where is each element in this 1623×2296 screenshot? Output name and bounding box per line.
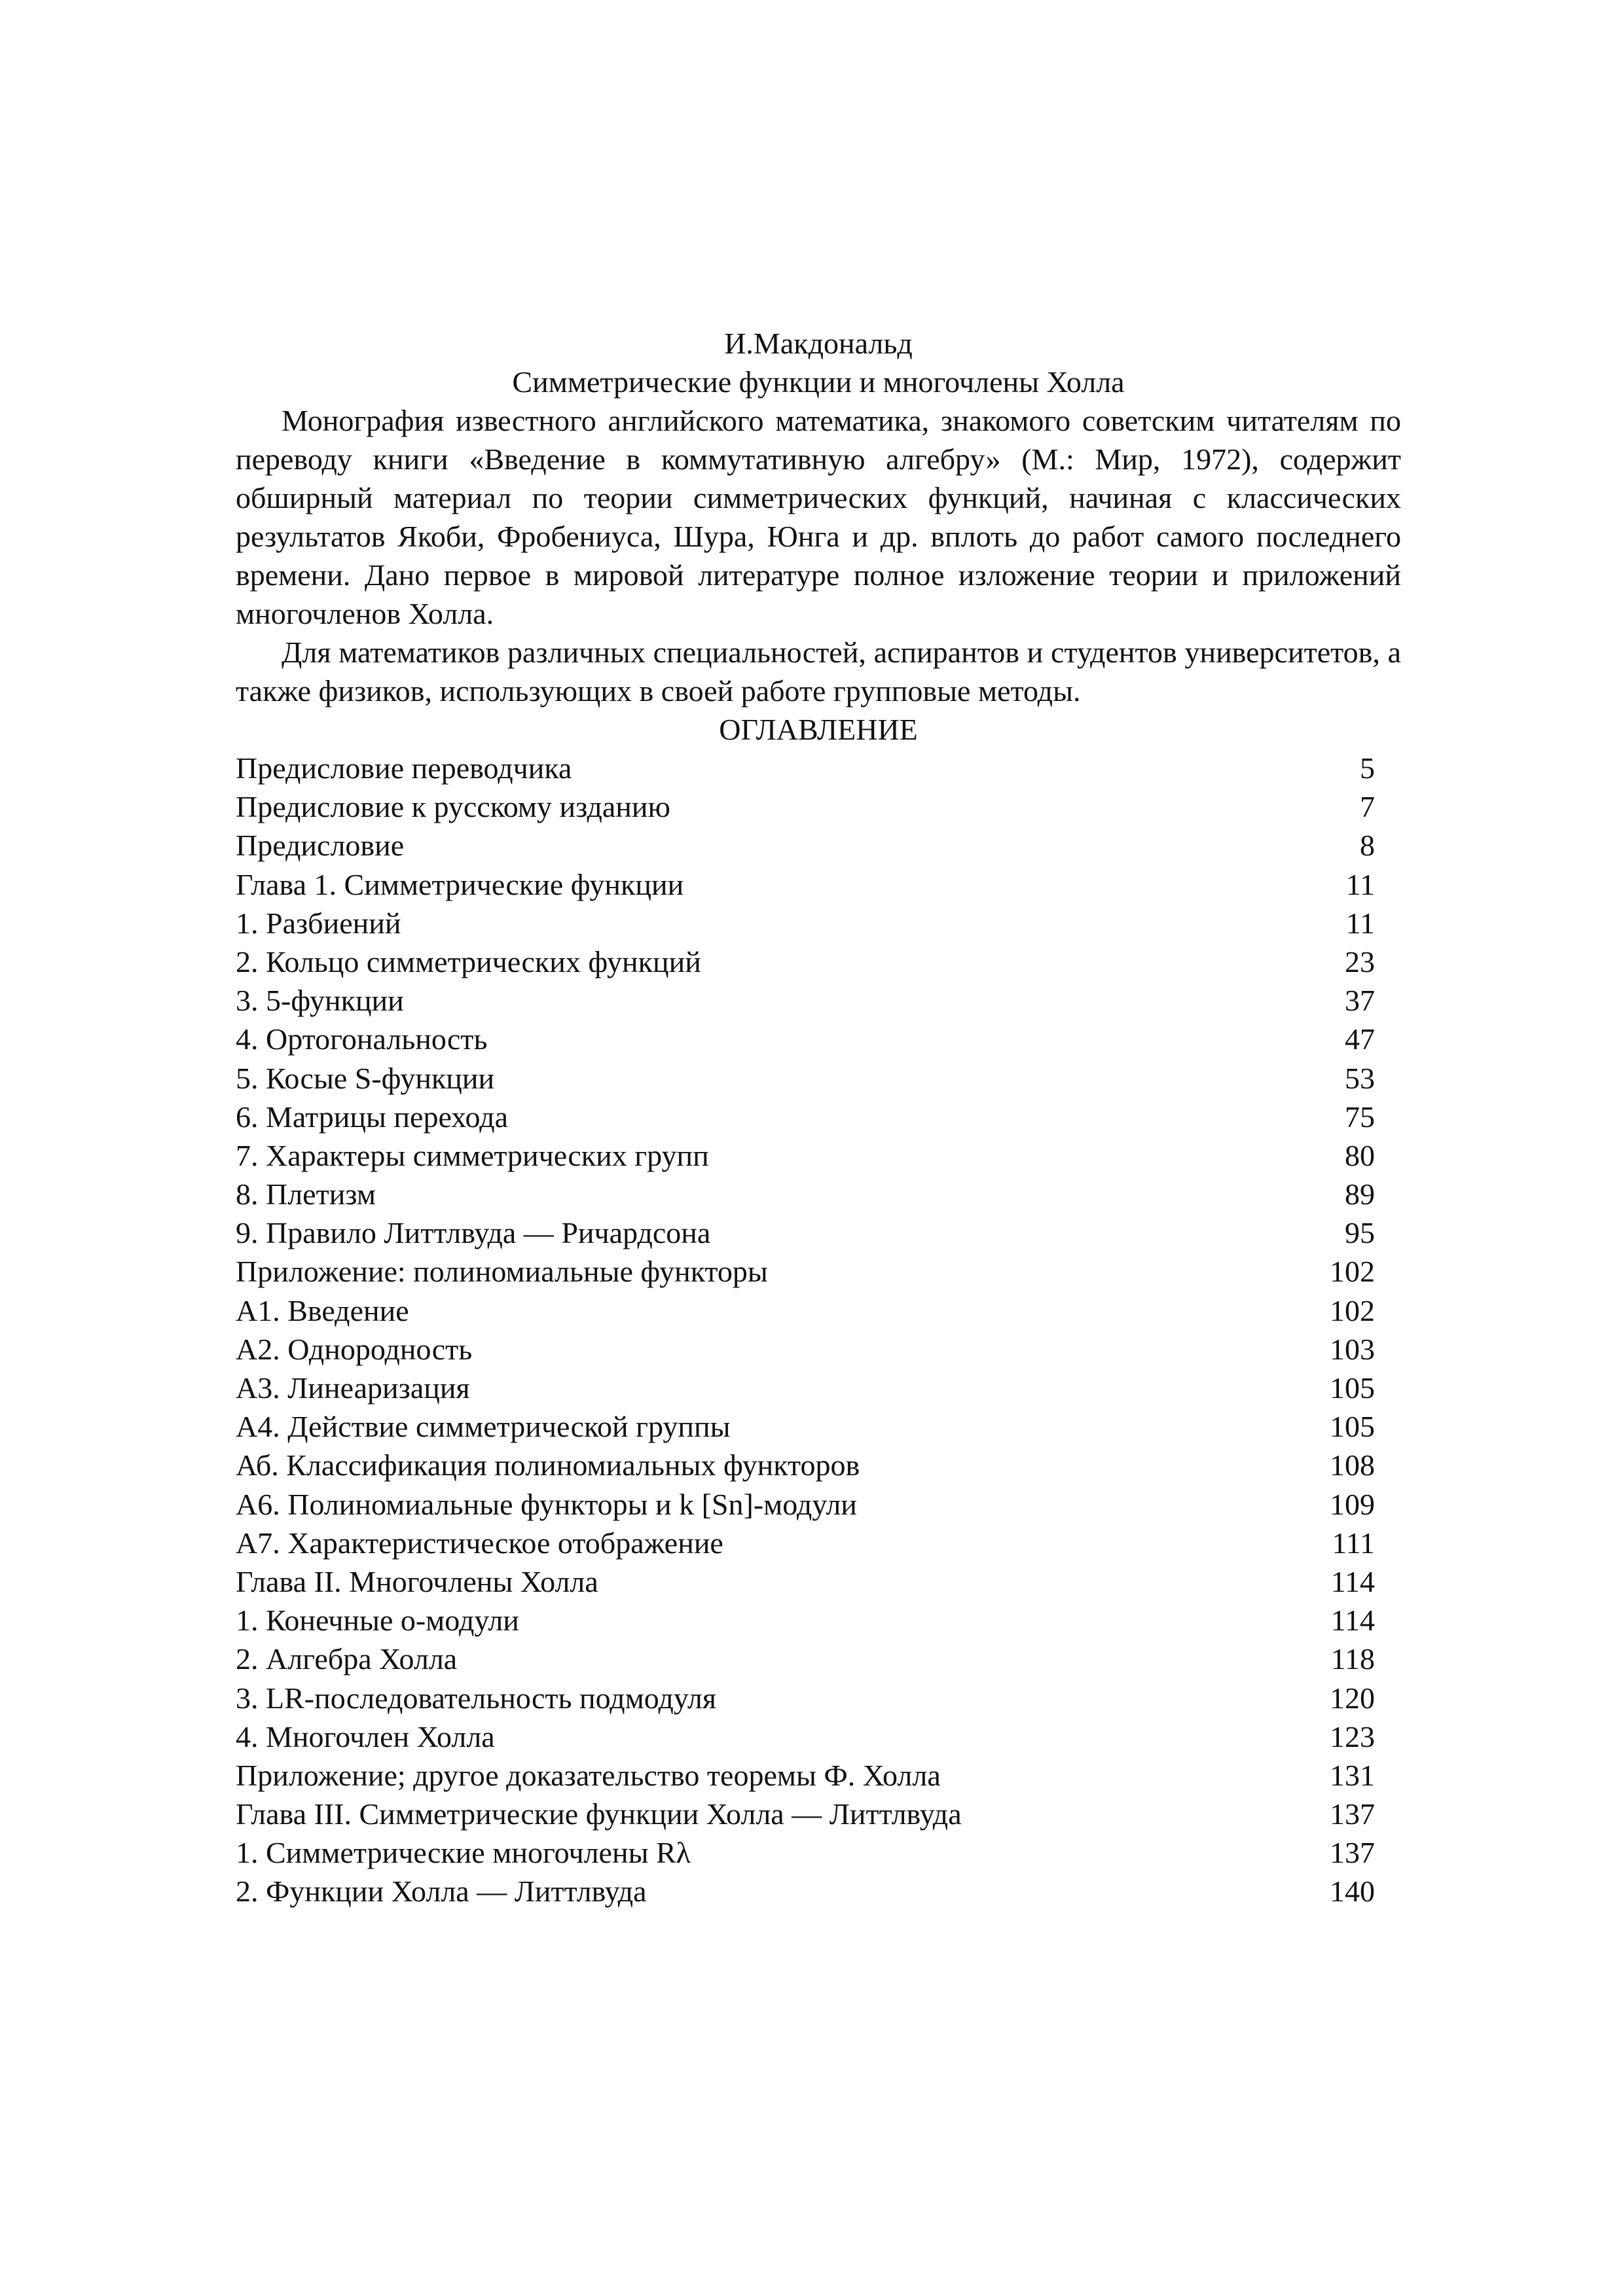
toc-entry-page: 137 — [1330, 1836, 1375, 1870]
toc-entry-title: 8. Плетизм — [236, 1177, 376, 1211]
toc-entry — [236, 981, 1401, 1020]
toc-entry-title: 3. LR-последовательность подмодуля — [236, 1681, 716, 1715]
toc-entry-title: Приложение; другое доказательство теоремы Ф. Холла — [236, 1758, 941, 1792]
toc-entry-title: 1. Разбиений — [236, 906, 401, 940]
document-page — [236, 324, 1401, 1911]
toc-entry-title: 2. Кольцо симметрических функций — [236, 944, 701, 978]
toc-entry-title: 4. Многочлен Холла — [236, 1719, 495, 1753]
toc-entry — [236, 1407, 1401, 1446]
toc-entry-page: 131 — [1330, 1758, 1375, 1792]
author-name: И.Макдональд — [724, 327, 913, 360]
book-title: Симметрические функции и многочлены Холла — [512, 365, 1125, 399]
toc-entry-title: 1. Симметрические многочлены Rλ — [236, 1836, 691, 1870]
toc-entry — [236, 1524, 1401, 1562]
toc-entry-page: 89 — [1345, 1177, 1375, 1211]
toc-entry-page: 8 — [1360, 829, 1375, 863]
toc-entry — [236, 1485, 1401, 1524]
toc-entry-page: 11 — [1345, 867, 1375, 901]
toc-entry — [236, 1291, 1401, 1330]
toc-entry-title: А7. Характеристическое отображение — [236, 1526, 723, 1560]
toc-entry-page: 111 — [1332, 1526, 1375, 1560]
annotation-paragraph-1: Монография известного английского математика, знакомого советским читателям по переводу книги «Введение в коммутативную алгебру» (М.: Мир, 1972), содержит обширный материал по теории симметрических функций, начиная с классических результатов Якоби, Фробениуса, Шура, Юнга и др. вплоть до работ самого последнего времени. Дано первое в мировой литературе полное изложение теории и приложений многочленов Холла. — [236, 404, 1401, 630]
toc-entry-page: 80 — [1345, 1138, 1375, 1172]
toc-entry-page: 75 — [1345, 1100, 1375, 1134]
toc-entry — [236, 1098, 1401, 1136]
toc-entry-title: 4. Ортогональность — [236, 1022, 488, 1056]
toc-entry-title: 3. 5-функции — [236, 984, 404, 1018]
toc-entry — [236, 1640, 1401, 1678]
toc-entry-title: 2. Алгебра Холла — [236, 1642, 458, 1676]
toc-entry — [236, 1756, 1401, 1795]
toc-entry-page: 11 — [1345, 906, 1375, 940]
toc-entry-page: 123 — [1330, 1719, 1375, 1753]
toc-entry — [236, 1136, 1401, 1175]
toc-entry — [236, 1252, 1401, 1291]
toc-entry — [236, 1717, 1401, 1756]
toc-entry-page: 5 — [1360, 751, 1375, 785]
toc-entry — [236, 904, 1401, 942]
toc-entry-page: 114 — [1330, 1564, 1375, 1598]
toc-entry-title: Предисловие к русскому изданию — [236, 790, 670, 824]
toc-entry-title: 2. Функции Холла — Литтлвуда — [236, 1874, 647, 1909]
toc-entry-page: 114 — [1330, 1604, 1375, 1638]
toc-entry-page: 102 — [1330, 1293, 1375, 1327]
toc-entry — [236, 1020, 1401, 1058]
toc-entry-page: 108 — [1330, 1448, 1375, 1482]
toc-entry-page: 120 — [1330, 1681, 1375, 1715]
toc-entry — [236, 826, 1401, 865]
toc-entry — [236, 942, 1401, 981]
toc-entry-title: 5. Косые S-функции — [236, 1061, 495, 1095]
toc-entry-title: Глава III. Симметрические функции Холла — Литтлвуда — [236, 1797, 962, 1831]
toc-entry-title: Аб. Классификация полиномиальных функторов — [236, 1448, 860, 1482]
toc-entry — [236, 1601, 1401, 1640]
table-of-contents — [236, 749, 1401, 1911]
toc-entry-title: Приложение: полиномиальные функторы — [236, 1255, 768, 1289]
toc-entry-page: 137 — [1330, 1797, 1375, 1831]
toc-entry-page: 47 — [1345, 1022, 1375, 1056]
annotation-paragraph-2: Для математиков различных специальностей, аспирантов и студентов университетов, а также физиков, использующих в своей работе групповые методы. — [236, 636, 1401, 708]
toc-entry — [236, 1175, 1401, 1213]
toc-entry-page: 23 — [1345, 944, 1375, 978]
toc-entry — [236, 1872, 1401, 1910]
toc-entry-page: 103 — [1330, 1332, 1375, 1366]
toc-entry-title: 7. Характеры симметрических групп — [236, 1138, 709, 1172]
toc-entry-title: А1. Введение — [236, 1293, 409, 1327]
toc-entry — [236, 1833, 1401, 1872]
toc-entry-page: 118 — [1330, 1642, 1375, 1676]
toc-entry-title: 6. Матрицы перехода — [236, 1100, 509, 1134]
toc-entry-title: Предисловие — [236, 829, 405, 863]
toc-entry-page: 140 — [1330, 1874, 1375, 1909]
toc-entry — [236, 787, 1401, 826]
toc-entry — [236, 1369, 1401, 1407]
toc-entry — [236, 749, 1401, 787]
toc-heading: ОГЛАВЛЕНИЕ — [719, 713, 918, 746]
toc-entry — [236, 1795, 1401, 1833]
toc-entry-page: 37 — [1345, 984, 1375, 1018]
toc-entry — [236, 1059, 1401, 1098]
toc-entry-title: Глава 1. Симметрические функции — [236, 867, 684, 901]
toc-entry-title: А6. Полиномиальные функторы и k [Sn]-модули — [236, 1487, 857, 1521]
toc-entry-title: Глава II. Многочлены Холла — [236, 1564, 598, 1598]
toc-entry-page: 7 — [1360, 790, 1375, 824]
toc-entry-title: А2. Однородность — [236, 1332, 473, 1366]
toc-entry-page: 109 — [1330, 1487, 1375, 1521]
toc-entry-title: Предисловие переводчика — [236, 751, 572, 785]
toc-entry — [236, 1562, 1401, 1601]
toc-entry-page: 102 — [1330, 1255, 1375, 1289]
toc-entry — [236, 1679, 1401, 1717]
toc-entry-title: 1. Конечные o-модули — [236, 1604, 519, 1638]
toc-entry-page: 105 — [1330, 1371, 1375, 1405]
toc-entry — [236, 1446, 1401, 1484]
toc-entry-title: А4. Действие симметрической группы — [236, 1410, 731, 1444]
toc-entry-title: 9. Правило Литтлвуда — Ричардсона — [236, 1216, 711, 1250]
toc-entry-page: 105 — [1330, 1410, 1375, 1444]
toc-entry — [236, 1213, 1401, 1252]
toc-entry — [236, 1330, 1401, 1369]
toc-entry-title: А3. Линеаризация — [236, 1371, 470, 1405]
toc-entry-page: 53 — [1345, 1061, 1375, 1095]
toc-entry — [236, 865, 1401, 904]
toc-entry-page: 95 — [1345, 1216, 1375, 1250]
